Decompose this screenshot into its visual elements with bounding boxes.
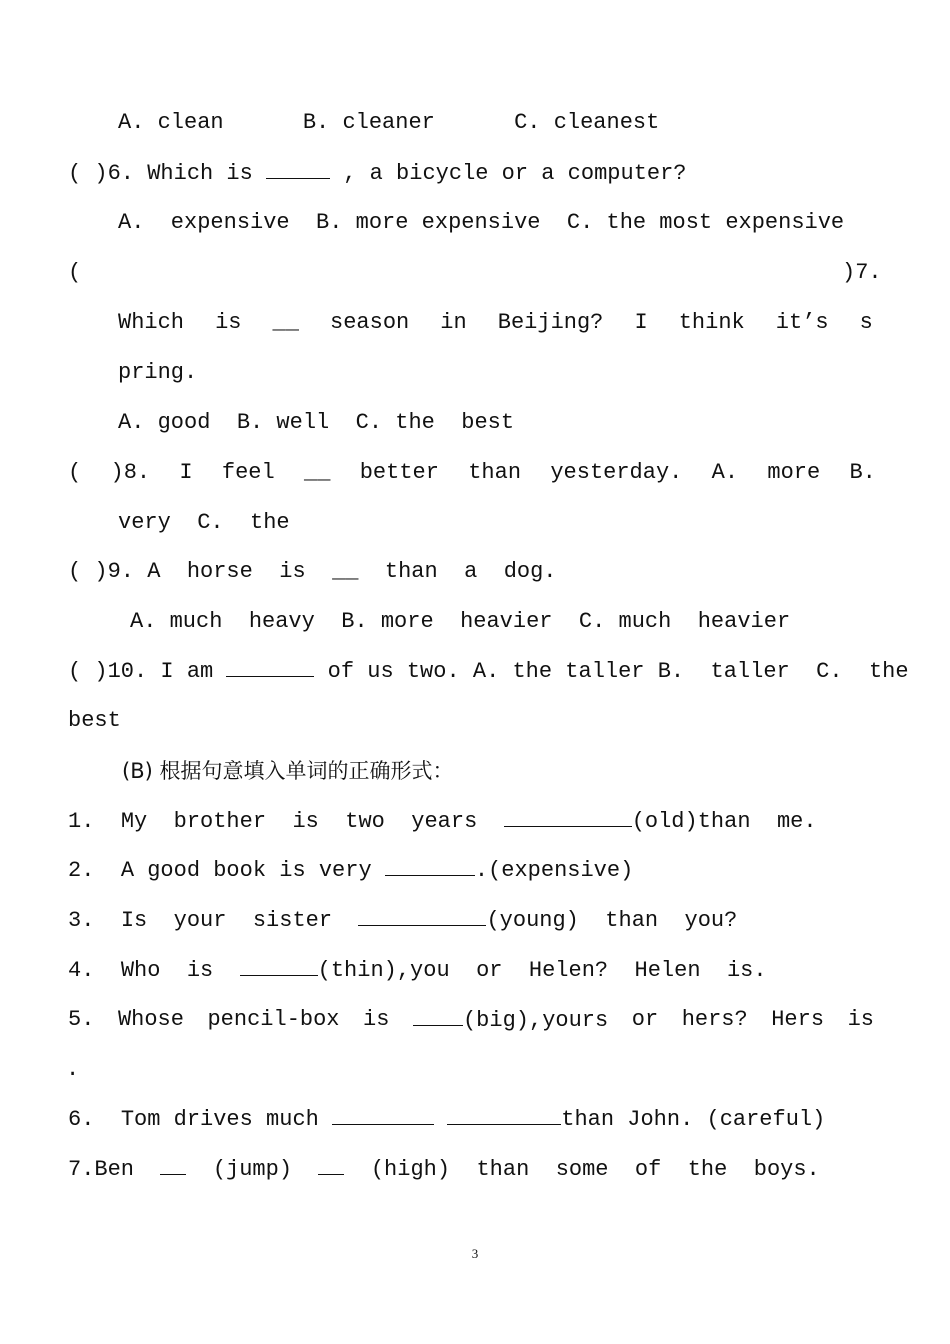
answer-blank[interactable] (447, 1104, 561, 1125)
q7-stem-cont: pring. (118, 360, 198, 385)
fill-q1: 1. My brother is two years (old)than me. (68, 806, 817, 837)
answer-blank[interactable] (332, 1104, 434, 1125)
q7-options: A. good B. well C. the best (118, 410, 515, 435)
q8-options-cont: very C. the (118, 510, 290, 535)
answer-blank[interactable] (504, 806, 632, 827)
q7-paren: ( (68, 260, 82, 285)
q9-options: A. much heavy B. more heavier C. much heavier (130, 609, 791, 634)
q6-stem: ( )6. Which is , a bicycle or a computer? (68, 158, 687, 189)
answer-blank[interactable] (160, 1154, 186, 1175)
fill-q4: 4. Who is (thin),you or Helen? Helen is. (68, 955, 767, 986)
fill-q6: 6. Tom drives much than John. (careful) (68, 1104, 825, 1135)
answer-blank[interactable] (318, 1154, 344, 1175)
fill-q3: 3. Is your sister (young) than you? (68, 905, 737, 936)
answer-blank[interactable] (226, 656, 314, 677)
answer-blank[interactable] (266, 158, 330, 179)
fill-q7: 7.Ben (jump) (high) than some of the boys. (68, 1154, 820, 1185)
answer-blank[interactable] (413, 1005, 463, 1026)
fill-q5: 5. Whose pencil-box is (big),yours or hers? Hers is (68, 1007, 874, 1033)
q10-stem: ( )10. I am of us two. A. the taller B. taller C. the (68, 656, 909, 687)
section-b-heading: (B) 根据句意填入单词的正确形式： (122, 759, 454, 783)
q7-stem: Which is __ season in Beijing? I think it’s s (118, 310, 873, 335)
answer-blank[interactable] (385, 855, 475, 876)
q5-options: A. clean B. cleaner C. cleanest (118, 110, 660, 135)
q10-cont: best (68, 708, 121, 733)
fill-q5-cont: . (66, 1057, 80, 1082)
q9-stem: ( )9. A horse is __ than a dog. (68, 559, 557, 584)
answer-blank[interactable] (240, 955, 318, 976)
q8-stem: ( )8. I feel __ better than yesterday. A. more B. (68, 460, 876, 485)
q6-options: A. expensive B. more expensive C. the most expensive (118, 210, 845, 235)
answer-blank[interactable] (358, 905, 486, 926)
page-number: 3 (471, 1246, 479, 1261)
fill-q2: 2. A good book is very .(expensive) (68, 855, 633, 886)
q7-number: )7. (842, 260, 882, 285)
